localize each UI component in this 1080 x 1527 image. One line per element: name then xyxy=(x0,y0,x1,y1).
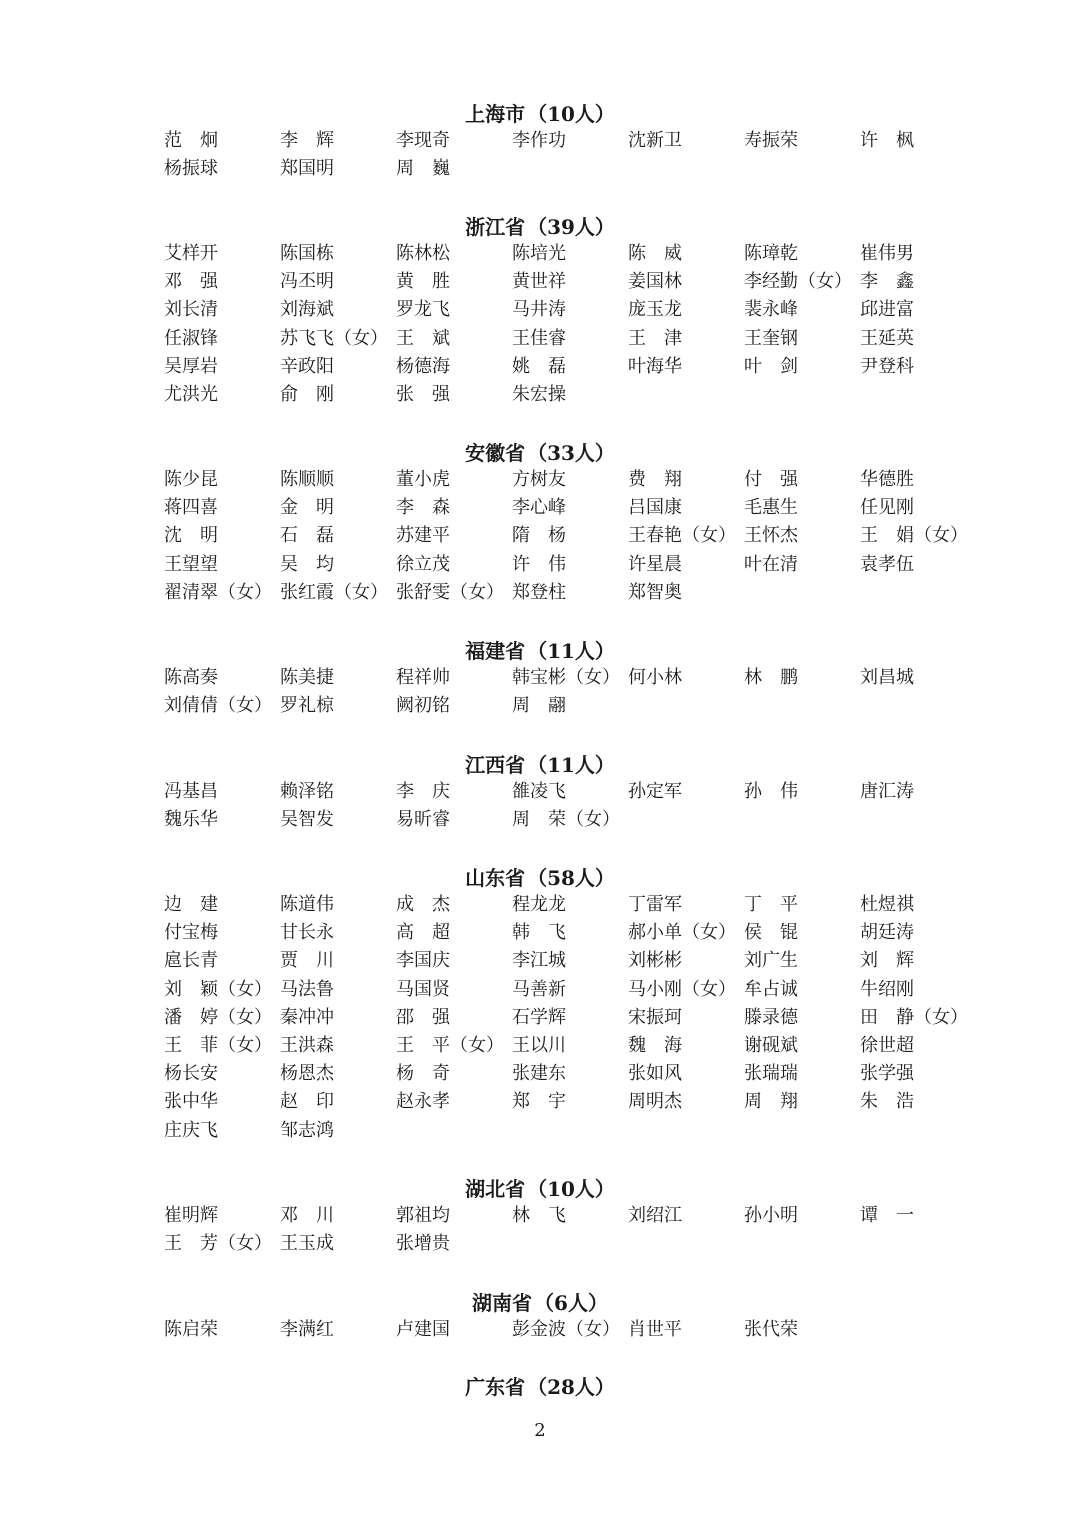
person-name: 李心峰 xyxy=(512,497,566,519)
person-name: 叶海华 xyxy=(628,355,682,377)
person-name: 苏飞飞（女） xyxy=(280,327,388,349)
person-name: 王以川 xyxy=(512,1035,566,1056)
person-name: 蒋四喜 xyxy=(164,497,218,519)
province-heading xyxy=(0,439,1080,467)
person-name: 杨振球 xyxy=(164,158,218,180)
person-name: 牟占诚 xyxy=(744,978,798,1000)
person-name: 陈道伟 xyxy=(280,894,334,915)
person-name: 陈顺顺 xyxy=(280,469,334,490)
person-name: 边 建 xyxy=(164,894,218,915)
province-heading xyxy=(0,100,1080,128)
person-name: 姚 磊 xyxy=(512,355,566,377)
person-name: 叶 剑 xyxy=(744,355,798,377)
person-name: 陈璋乾 xyxy=(744,243,798,264)
person-name: 毛惠生 xyxy=(744,497,798,519)
person-name: 孙定军 xyxy=(628,781,682,802)
person-name: 阙初铭 xyxy=(396,695,450,717)
person-name: 孙 伟 xyxy=(744,781,798,802)
person-name: 张红霞（女） xyxy=(280,581,388,603)
person-name: 张中华 xyxy=(164,1091,218,1113)
person-name: 付 强 xyxy=(744,469,798,490)
person-name: 李作功 xyxy=(512,130,566,151)
person-name: 张瑞瑞 xyxy=(744,1063,798,1085)
province-heading xyxy=(0,1289,1080,1317)
person-name: 许 枫 xyxy=(860,130,914,151)
person-name: 马小刚（女） xyxy=(628,978,736,1000)
person-name: 华德胜 xyxy=(860,469,914,490)
person-name: 金 明 xyxy=(280,497,334,519)
person-name: 王望望 xyxy=(164,553,218,575)
person-name: 艾样开 xyxy=(164,243,218,264)
person-name: 郝小单（女） xyxy=(628,922,736,944)
person-name: 隋 杨 xyxy=(512,525,566,547)
person-name: 李 鑫 xyxy=(860,271,914,293)
person-name: 沈 明 xyxy=(164,525,218,547)
person-name: 徐立茂 xyxy=(396,553,450,575)
person-name: 邓 川 xyxy=(280,1205,334,1226)
person-name: 黄 胜 xyxy=(396,271,450,293)
person-name: 邓 强 xyxy=(164,271,218,293)
person-name: 吕国康 xyxy=(628,497,682,519)
person-name: 石学辉 xyxy=(512,1006,566,1028)
person-name: 马国贤 xyxy=(396,978,450,1000)
person-name: 王洪森 xyxy=(280,1035,334,1056)
person-name: 王玉成 xyxy=(280,1233,334,1255)
person-name: 王春艳（女） xyxy=(628,525,736,547)
province-count: （10人） xyxy=(527,102,615,126)
person-name: 吴 均 xyxy=(280,553,334,575)
person-name: 陈美捷 xyxy=(280,667,334,688)
province-name: 福建省 xyxy=(465,639,526,663)
province-name: 湖北省 xyxy=(465,1177,526,1201)
person-name: 牛绍刚 xyxy=(860,978,914,1000)
person-name: 沈新卫 xyxy=(628,130,682,151)
person-name: 张建东 xyxy=(512,1063,566,1085)
person-name: 甘长永 xyxy=(280,922,334,944)
person-name: 李满红 xyxy=(280,1319,334,1340)
person-name: 尹登科 xyxy=(860,355,914,377)
province-heading xyxy=(0,1373,1080,1401)
person-name: 李国庆 xyxy=(396,950,450,972)
person-name: 王 津 xyxy=(628,327,682,349)
person-name: 邹志鸿 xyxy=(280,1119,334,1141)
person-name: 赵 印 xyxy=(280,1091,334,1113)
page-number: 2 xyxy=(534,1420,546,1441)
person-name: 方树友 xyxy=(512,469,566,490)
person-name: 周 翮 xyxy=(512,695,566,717)
person-name: 朱 浩 xyxy=(860,1091,914,1113)
person-name: 魏乐华 xyxy=(164,809,218,831)
person-name: 冯丕明 xyxy=(280,271,334,293)
person-name: 刘昌城 xyxy=(860,667,914,688)
person-name: 马井涛 xyxy=(512,299,566,321)
province-count: （11人） xyxy=(527,639,615,663)
person-name: 石 磊 xyxy=(280,525,334,547)
person-name: 黄世祥 xyxy=(512,271,566,293)
person-name: 侯 锟 xyxy=(744,922,798,944)
person-name: 任见刚 xyxy=(860,497,914,519)
person-name: 罗礼椋 xyxy=(280,695,334,717)
person-name: 陈国栋 xyxy=(280,243,334,264)
person-name: 刘 颖（女） xyxy=(164,978,272,1000)
person-name: 周 翔 xyxy=(744,1091,798,1113)
person-name: 马善新 xyxy=(512,978,566,1000)
person-name: 杜煜祺 xyxy=(860,894,914,915)
person-name: 魏 海 xyxy=(628,1035,682,1056)
person-name: 杨长安 xyxy=(164,1063,218,1085)
person-name: 田 静（女） xyxy=(860,1006,968,1028)
person-name: 宋振珂 xyxy=(628,1006,682,1028)
person-name: 郑国明 xyxy=(280,158,334,180)
person-name: 庄庆飞 xyxy=(164,1119,218,1141)
person-name: 尤洪光 xyxy=(164,384,218,405)
person-name: 周 荣（女） xyxy=(512,809,620,831)
person-name: 吴厚岩 xyxy=(164,355,218,377)
person-name: 陈林松 xyxy=(396,243,450,264)
person-name: 贾 川 xyxy=(280,950,334,972)
person-name: 王 芳（女） xyxy=(164,1233,272,1255)
person-name: 马法鲁 xyxy=(280,978,334,1000)
province-heading xyxy=(0,1175,1080,1203)
person-name: 付宝梅 xyxy=(164,922,218,944)
person-name: 秦冲冲 xyxy=(280,1006,334,1028)
person-name: 翟清翠（女） xyxy=(164,581,272,603)
person-name: 刘海斌 xyxy=(280,299,334,321)
person-name: 朱宏操 xyxy=(512,384,566,405)
person-name: 雒凌飞 xyxy=(512,781,566,802)
person-name: 邱进富 xyxy=(860,299,914,321)
person-name: 何小林 xyxy=(628,667,682,688)
person-name: 王 平（女） xyxy=(396,1035,504,1056)
person-name: 郑 宇 xyxy=(512,1091,566,1113)
person-name: 吴智发 xyxy=(280,809,334,831)
person-name: 张代荣 xyxy=(744,1319,798,1340)
person-name: 邵 强 xyxy=(396,1006,450,1028)
person-name: 韩宝彬（女） xyxy=(512,667,620,688)
person-name: 崔明辉 xyxy=(164,1205,218,1226)
person-name: 王佳睿 xyxy=(512,327,566,349)
person-name: 张 强 xyxy=(396,384,450,405)
province-heading xyxy=(0,864,1080,892)
person-name: 郑智奥 xyxy=(628,581,682,603)
province-count: （6人） xyxy=(534,1291,608,1315)
person-name: 叶在清 xyxy=(744,553,798,575)
person-name: 崔伟男 xyxy=(860,243,914,264)
province-name: 上海市 xyxy=(465,102,526,126)
person-name: 徐世超 xyxy=(860,1035,914,1056)
person-name: 彭金波（女） xyxy=(512,1319,620,1340)
person-name: 费 翔 xyxy=(628,469,682,490)
person-name: 张增贵 xyxy=(396,1233,450,1255)
province-count: （11人） xyxy=(527,753,615,777)
person-name: 李 森 xyxy=(396,497,450,519)
person-name: 王怀杰 xyxy=(744,525,798,547)
person-name: 苏建平 xyxy=(396,525,450,547)
person-name: 周 巍 xyxy=(396,158,450,180)
person-name: 杨恩杰 xyxy=(280,1063,334,1085)
province-name: 山东省 xyxy=(465,866,526,890)
person-name: 杨 奇 xyxy=(396,1063,450,1085)
person-name: 陈培光 xyxy=(512,243,566,264)
person-name: 王奎钢 xyxy=(744,327,798,349)
person-name: 丁雷军 xyxy=(628,894,682,915)
person-name: 易昕睿 xyxy=(396,809,450,831)
person-name: 李经勤（女） xyxy=(744,271,852,293)
province-count: （10人） xyxy=(527,1177,615,1201)
person-name: 庞玉龙 xyxy=(628,299,682,321)
person-name: 成 杰 xyxy=(396,894,450,915)
person-name: 刘彬彬 xyxy=(628,950,682,972)
person-name: 张舒雯（女） xyxy=(396,581,504,603)
person-name: 王 斌 xyxy=(396,327,450,349)
person-name: 郭祖均 xyxy=(396,1205,450,1226)
person-name: 张如风 xyxy=(628,1063,682,1085)
person-name: 许星晨 xyxy=(628,553,682,575)
person-name: 周明杰 xyxy=(628,1091,682,1113)
person-name: 孙小明 xyxy=(744,1205,798,1226)
province-name: 安徽省 xyxy=(465,441,526,465)
person-name: 丁 平 xyxy=(744,894,798,915)
person-name: 肖世平 xyxy=(628,1319,682,1340)
person-name: 高 超 xyxy=(396,922,450,944)
person-name: 冯基昌 xyxy=(164,781,218,802)
person-name: 陈启荣 xyxy=(164,1319,218,1340)
person-name: 罗龙飞 xyxy=(396,299,450,321)
person-name: 赖泽铭 xyxy=(280,781,334,802)
province-count: （33人） xyxy=(527,441,615,465)
person-name: 胡廷涛 xyxy=(860,922,914,944)
person-name: 程祥帅 xyxy=(396,667,450,688)
province-name: 江西省 xyxy=(465,753,526,777)
person-name: 刘广生 xyxy=(744,950,798,972)
person-name: 陈少昆 xyxy=(164,469,218,490)
person-name: 林 飞 xyxy=(512,1205,566,1226)
person-name: 刘 辉 xyxy=(860,950,914,972)
person-name: 刘长清 xyxy=(164,299,218,321)
person-name: 辛政阳 xyxy=(280,355,334,377)
person-name: 寿振荣 xyxy=(744,130,798,151)
province-count: （39人） xyxy=(527,215,615,239)
person-name: 谢砚斌 xyxy=(744,1035,798,1056)
person-name: 陈高奏 xyxy=(164,667,218,688)
person-name: 王延英 xyxy=(860,327,914,349)
person-name: 王 菲（女） xyxy=(164,1035,272,1056)
province-count: （28人） xyxy=(527,1375,615,1399)
province-name: 浙江省 xyxy=(465,215,526,239)
person-name: 程龙龙 xyxy=(512,894,566,915)
province-count: （58人） xyxy=(527,866,615,890)
person-name: 扈长青 xyxy=(164,950,218,972)
person-name: 王 娟（女） xyxy=(860,525,968,547)
person-name: 卢建国 xyxy=(396,1319,450,1340)
person-name: 李现奇 xyxy=(396,130,450,151)
person-name: 郑登柱 xyxy=(512,581,566,603)
province-name: 湖南省 xyxy=(472,1291,533,1315)
person-name: 杨德海 xyxy=(396,355,450,377)
person-name: 唐汇涛 xyxy=(860,781,914,802)
person-name: 谭 一 xyxy=(860,1205,914,1226)
person-name: 裴永峰 xyxy=(744,299,798,321)
person-name: 张学强 xyxy=(860,1063,914,1085)
person-name: 董小虎 xyxy=(396,469,450,490)
person-name: 韩 飞 xyxy=(512,922,566,944)
province-name: 广东省 xyxy=(465,1375,526,1399)
person-name: 潘 婷（女） xyxy=(164,1006,272,1028)
person-name: 滕录德 xyxy=(744,1006,798,1028)
person-name: 林 鹏 xyxy=(744,667,798,688)
person-name: 刘绍江 xyxy=(628,1205,682,1226)
person-name: 范 炯 xyxy=(164,130,218,151)
person-name: 李江城 xyxy=(512,950,566,972)
person-name: 李 辉 xyxy=(280,130,334,151)
person-name: 姜国林 xyxy=(628,271,682,293)
person-name: 许 伟 xyxy=(512,553,566,575)
person-name: 陈 威 xyxy=(628,243,682,264)
person-name: 俞 刚 xyxy=(280,384,334,405)
person-name: 刘倩倩（女） xyxy=(164,695,272,717)
person-name: 袁孝伍 xyxy=(860,553,914,575)
province-heading xyxy=(0,637,1080,665)
person-name: 赵永孝 xyxy=(396,1091,450,1113)
province-heading xyxy=(0,213,1080,241)
province-heading xyxy=(0,751,1080,779)
person-name: 任淑锋 xyxy=(164,327,218,349)
person-name: 李 庆 xyxy=(396,781,450,802)
